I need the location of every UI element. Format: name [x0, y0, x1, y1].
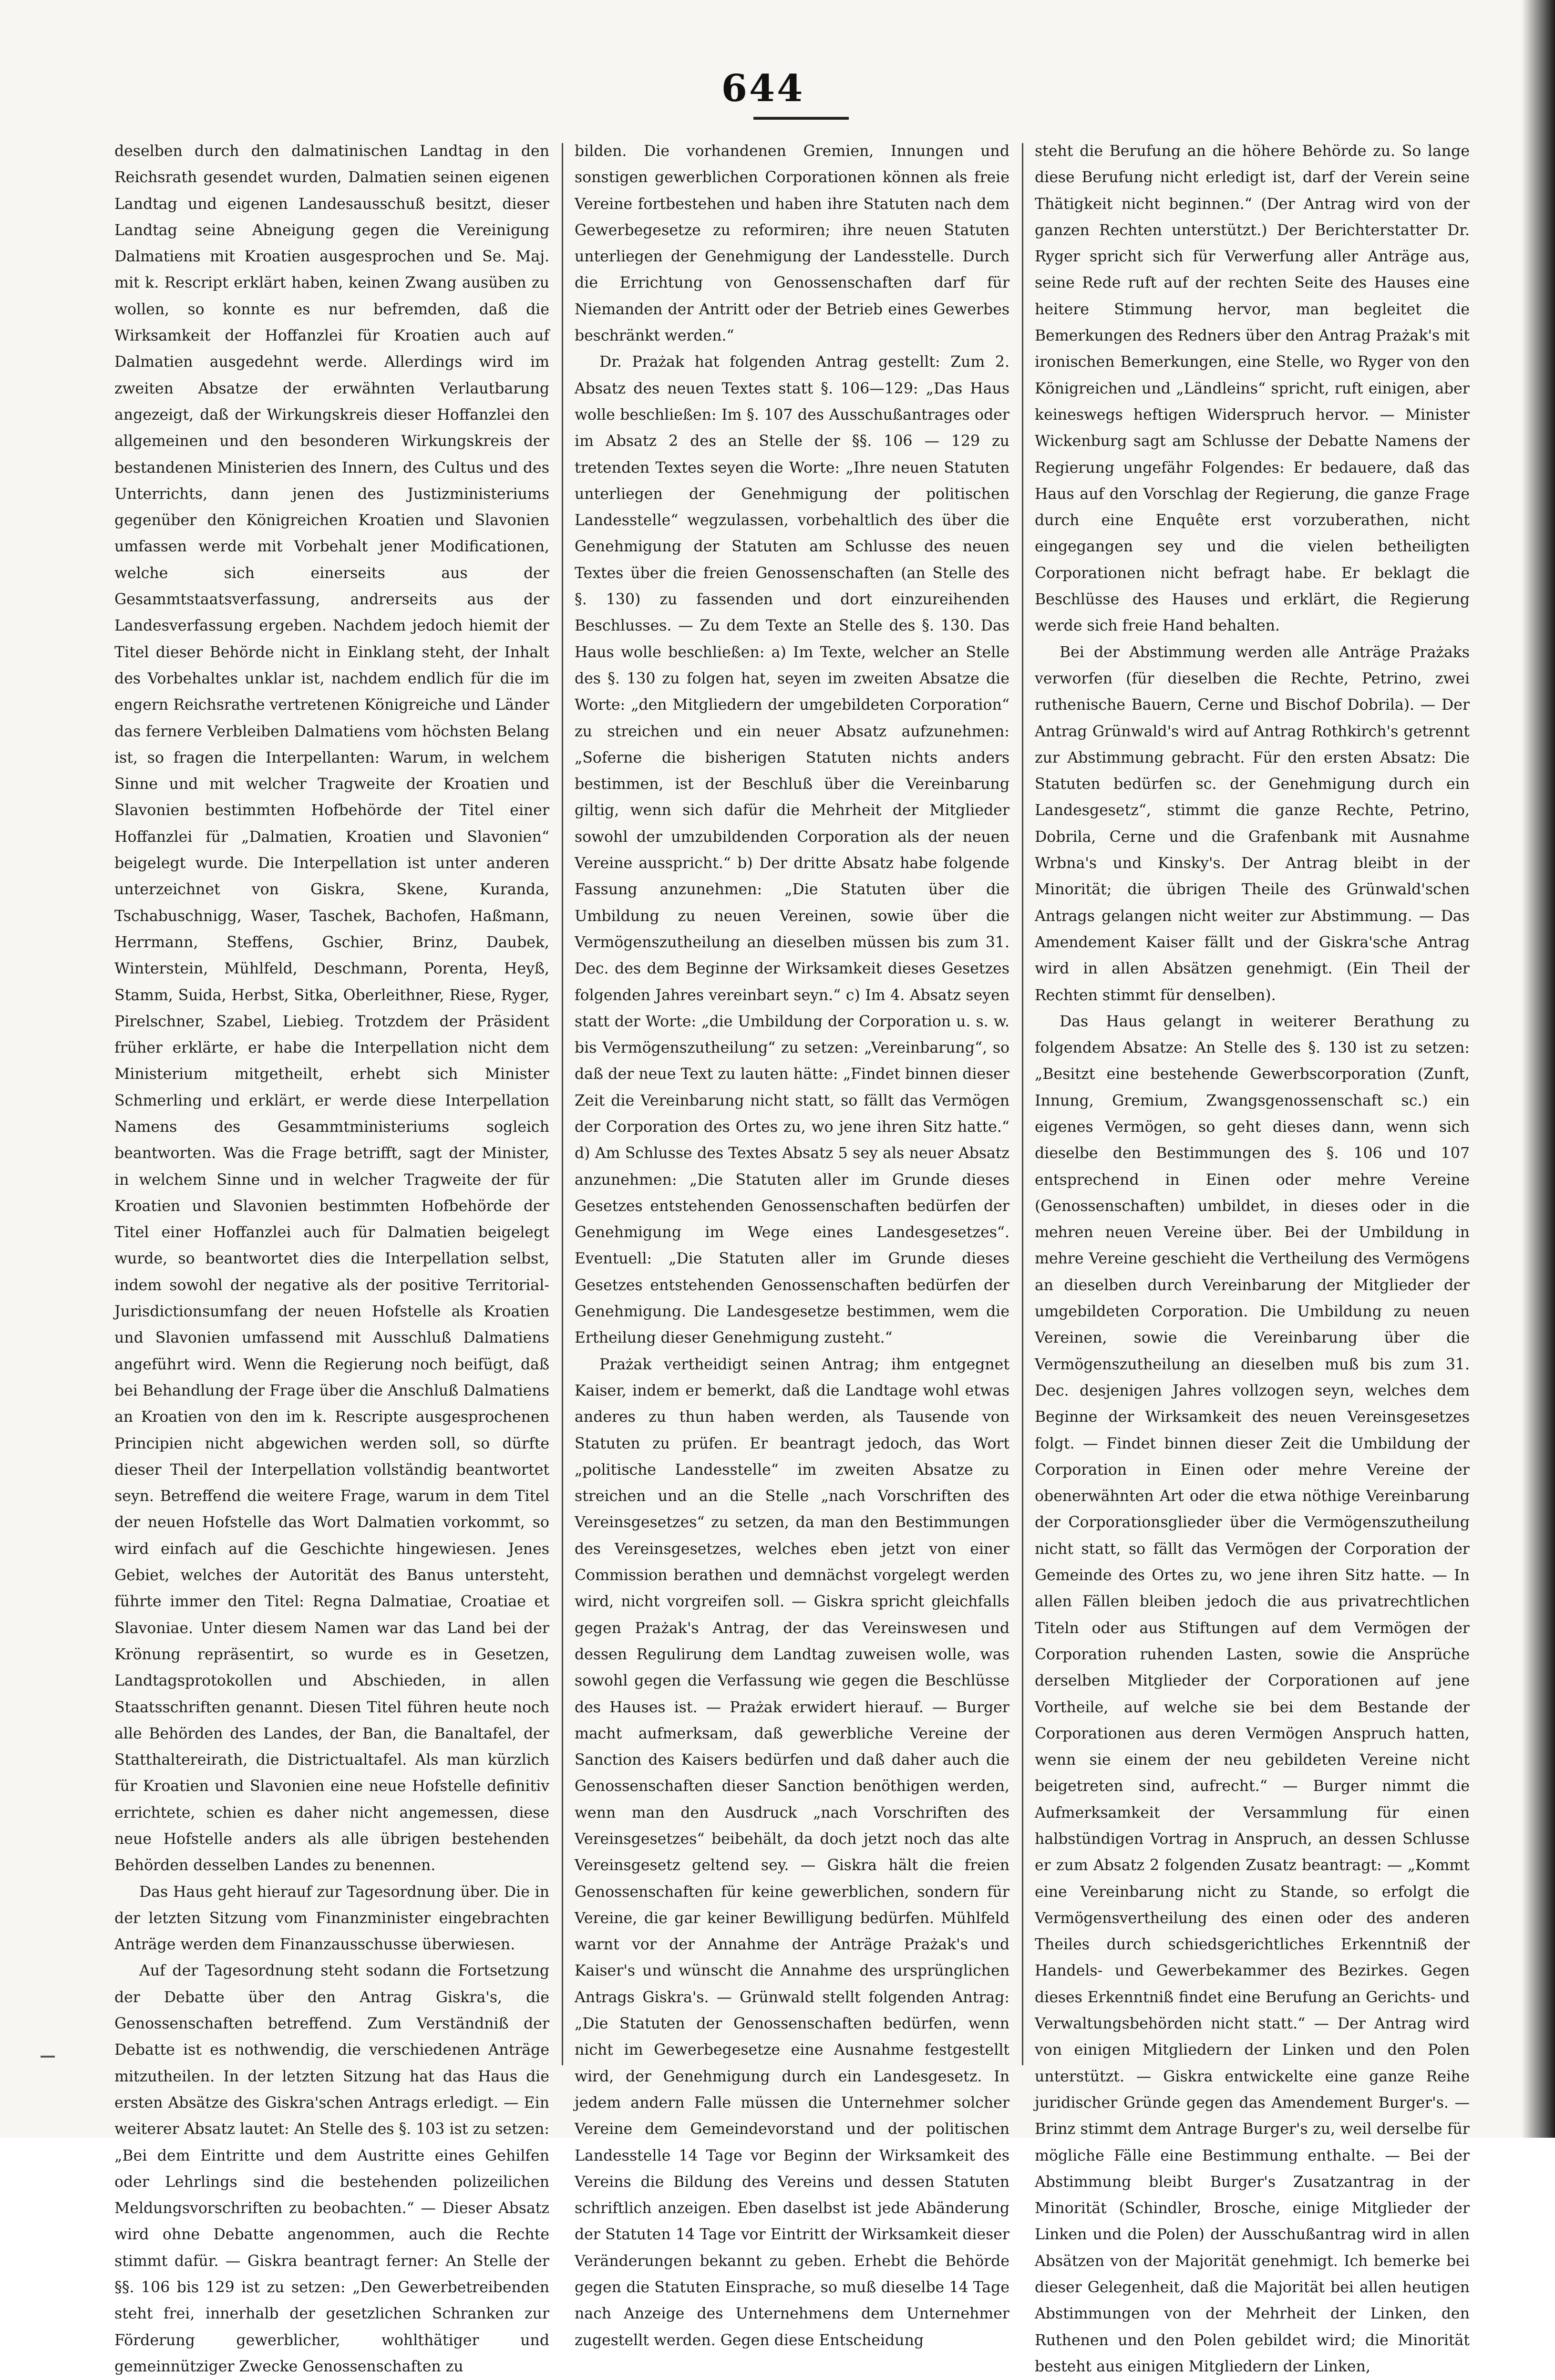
column-middle-paragraph-1: bilden. Die vorhandenen Gremien, Innungen und sonstigen gewerblichen Corporationen können als freie Vereine fortbestehen und haben ihre Statuten nach dem Gewerbegesetze zu reformiren; ihre neuen Statuten unterliegen der Genehmigung der Landesstelle. Durch die Errichtung von Genossenschaften darf für Niemanden der Antritt oder der Betrieb eines Gewerbes beschränkt werden.“ [575, 143, 1009, 345]
page-number: 644 [721, 67, 805, 110]
page-edge-shadow [1522, 0, 1555, 2138]
column-right-paragraph-1: steht die Berufung an die höhere Behörde zu. So lange diese Berufung nicht erledigt ist, darf der Verein seine Thätigkeit nicht beginnen.“ (Der Antrag wird von der ganzen Rechten unterstützt.) Der Berichterstatter Dr. Ryger spricht sich für Verwerfung aller Anträge aus, seine Rede ruft auf der rechten Seite des Hauses eine heitere Stimmung hervor, man begleitet die Bemerkungen des Redners über den Antrag Prażak's mit ironischen Bemerkungen, eine Stelle, wo Ryger von den Königreichen und „Ländleins“ spricht, ruft einigen, aber keineswegs heftigen Widerspruch hervor. — Minister Wickenburg sagt am Schlusse der Debatte Namens der Regierung ungefähr Folgendes: Er bedauere, daß das Haus auf den Vorschlag der Regierung, die ganze Frage durch eine Enquête erst vorzuberathen, nicht eingegangen sey und die vielen betheiligten Corporationen nicht befragt habe. Er beklagt die Beschlüsse des Hauses und erklärt, die Regierung werde sich freie Hand behalten. [1035, 143, 1470, 635]
text-columns [114, 138, 1488, 2375]
column-left [114, 138, 549, 2375]
column-left-paragraph-1: deselben durch den dalmatinischen Landtag in den Reichsrath gesendet wurden, Dalmatien seinen eigenen Landtag und eigenen Landesausschuß besitzt, dieser Landtag seine Abneigung gegen die Vereinigung Dalmatiens mit Kroatien ausgesprochen und Se. Maj. mit k. Rescript erklärt haben, keinen Zwang ausüben zu wollen, so konnte es nur befremden, daß die Wirksamkeit der Hoffanzlei für Kroatien auch auf Dalmatien ausgedehnt werde. Allerdings wird im zweiten Absatze der erwähnten Verlautbarung angezeigt, daß der Wirkungskreis dieser Hoffanzlei den allgemeinen und den besonderen Wirkungskreis der bestandenen Ministerien des Innern, des Cultus und des Unterrichts, dann jenen des Justizministeriums gegenüber den Königreichen Kroatien und Slavonien umfassen werde mit Vorbehalt jener Modificationen, welche sich einerseits aus der Gesammtstaatsverfassung, andrerseits aus der Landesverfassung ergeben. Nachdem jedoch hiemit der Titel dieser Behörde nicht in Einklang steht, der Inhalt des Vorbehaltes unklar ist, nachdem endlich für die im engern Reichsrathe vertretenen Königreiche und Länder das fernere Verbleiben Dalmatiens vom höchsten Belang ist, so fragen die Interpellanten: Warum, in welchem Sinne und mit welcher Tragweite der Kroatien und Slavonien bestimmten Hofbehörde der Titel einer Hoffanzlei für „Dalmatien, Kroatien und Slavonien“ beigelegt wurde. Die Interpellation ist unter anderen unterzeichnet von Giskra, Skene, Kuranda, Tschabuschnigg, Waser, Taschek, Bachofen, Haßmann, Herrmann, Steffens, Gschier, Brinz, Daubek, Winterstein, Mühlfeld, Deschmann, Porenta, Heyß, Stamm, Suida, Herbst, Sitka, Oberleithner, Riese, Ryger, Pirelschner, Szabel, Liebieg. Trotzdem der Präsident früher erklärte, er habe die Interpellation nicht dem Ministerium mitgetheilt, erhebt sich Minister Schmerling und erklärt, er werde diese Interpellation Namens des Gesammtministeriums sogleich beantworten. Was die Frage betrifft, sagt der Minister, in welchem Sinne und in welcher Tragweite der für Kroatien und Slavonien bestimmten Hofbehörde der Titel einer Hoffanzlei auch für Dalmatien beigelegt wurde, so beantwortet dies die Interpellation selbst, indem sowohl der negative als der positive Territorial-Jurisdictionsumfang der neuen Hofstelle als Kroatien und Slavonien umfassend mit Ausschluß Dalmatiens angeführt wird. Wenn die Regierung noch beifügt, daß bei Behandlung der Frage über die Anschluß Dalmatiens an Kroatien von den im k. Rescripte ausgesprochenen Principien nicht abgewichen werden soll, so dürfte dieser Theil der Interpellation vollständig beantwortet seyn. Betreffend die weitere Frage, warum in dem Titel der neuen Hofstelle das Wort Dalmatien vorkommt, so wird einfach auf die Geschichte hingewiesen. Jenes Gebiet, welches der Autorität des Banus untersteht, führte immer den Titel: Regna Dalmatiae, Croatiae et Slavoniae. Unter diesem Namen war das Land bei der Krönung repräsentirt, so wurde es in Gesetzen, Landtagsprotokollen und Abschieden, in allen Staatsschriften genannt. Diesen Titel führen heute noch alle Behörden des Landes, der Ban, die Banaltafel, der Statthaltereirath, die Districtualtafel. Als man kürzlich für Kroatien und Slavonien eine neue Hofstelle definitiv errichtete, schien es daher nicht angemessen, diese neue Hofstelle anders als alle übrigen bestehenden Behörden desselben Landes zu benennen. [114, 143, 549, 1874]
column-right-paragraph-2: Bei der Abstimmung werden alle Anträge Prażaks verworfen (für dieselben die Rechte, Petrino, zwei ruthenische Bauern, Cerne und Bischof Dobrila). — Der Antrag Grünwald's wird auf Antrag Rothkirch's getrennt zur Abstimmung gebracht. Für den ersten Absatz: Die Statuten bedürfen sc. der Genehmigung durch ein Landesgesetz“, stimmt die ganze Rechte, Petrino, Dobrila, Cerne und die Grafenbank mit Ausnahme Wrbna's und Kinsky's. Der Antrag bleibt in der Minorität; die übrigen Theile des Grünwald'schen Antrags gelangen nicht weiter zur Abstimmung. — Das Amendement Kaiser fällt und der Giskra'sche Antrag wird in allen Absätzen genehmigt. (Ein Theil der Rechten stimmt für denselben). [1035, 643, 1470, 1004]
column-middle [575, 138, 1009, 2349]
column-middle-paragraph-2: Dr. Prażak hat folgenden Antrag gestellt: Zum 2. Absatz des neuen Textes statt §. 106—129: „Das Haus wolle beschließen: Im §. 107 des Ausschußantrages oder im Absatz 2 des an Stelle der §§. 106 — 129 zu tretenden Textes seyen die Worte: „Ihre neuen Statuten unterliegen der Genehmigung der politischen Landesstelle“ wegzulassen, vorbehaltlich des über die Genehmigung der Statuten am Schlusse des neuen Textes über die freien Genossenschaften (an Stelle des §. 130) zu fassenden und dort einzureihenden Beschlusses. — Zu dem Texte an Stelle des §. 130. Das Haus wolle beschließen: a) Im Texte, welcher an Stelle des §. 130 zu folgen hat, seyen im zweiten Absatze die Worte: „den Mitgliedern der umgebildeten Corporation“ zu streichen und ein neuer Absatz aufzunehmen: „Soferne die bisherigen Statuten nichts anders bestimmen, ist der Beschluß über die Vereinbarung giltig, wenn sich dafür die Mehrheit der Mitglieder sowohl der umzubildenden Corporation als der neuen Vereine ausspricht.“ b) Der dritte Absatz habe folgende Fassung anzunehmen: „Die Statuten über die Umbildung zu neuen Vereinen, sowie über die Vermögenszutheilung an dieselben müssen bis zum 31. Dec. des dem Beginne der Wirksamkeit dieses Gesetzes folgenden Jahres vereinbart seyn.“ c) Im 4. Absatz seyen statt der Worte: „die Umbildung der Corporation u. s. w. bis Vermögenszutheilung“ zu setzen: „Vereinbarung“, so daß der neue Text zu lauten hätte: „Findet binnen dieser Zeit die Vereinbarung nicht statt, so fällt das Vermögen der Corporation des Ortes zu, wo jene ihren Sitz hatte.“ d) Am Schlusse des Textes Absatz 5 sey als neuer Absatz anzunehmen: „Die Statuten aller im Grunde dieses Gesetzes entstehenden Genossenschaften bedürfen der Genehmigung im Wege eines Landesgesetzes“. Eventuell: „Die Statuten aller im Grunde dieses Gesetzes entstehenden Genossenschaften bedürfen der Genehmigung. Die Landesgesetze bestimmen, wem die Ertheilung dieser Genehmigung zusteht.“ [575, 353, 1009, 1347]
page-number-underline [753, 117, 849, 120]
column-left-paragraph-3: Auf der Tagesordnung steht sodann die Fortsetzung der Debatte über den Antrag Giskra's, die Genossenschaften betreffend. Zum Verständniß der Debatte ist es nothwendig, die verschiedenen Anträge mitzutheilen. In der letzten Sitzung hat das Haus die ersten Absätze des Giskra'schen Antrags erledigt. — Ein weiterer Absatz lautet: An Stelle des §. 103 ist zu setzen: „Bei dem Eintritte und dem Austritte eines Gehilfen oder Lehrlings sind die bestehenden polizeilichen Meldungsvorschriften zu beobachten.“ — Dieser Absatz wird ohne Debatte angenommen, auch die Rechte stimmt dafür. — Giskra beantragt ferner: An Stelle der §§. 106 bis 129 ist zu setzen: „Den Gewerbetreibenden steht frei, innerhalb der gesetzlichen Schranken zur Förderung gewerblicher, wohlthätiger und gemeinnütziger Zwecke Genossenschaften zu [114, 1962, 549, 2375]
column-divider-2 [1022, 143, 1023, 2065]
column-right-paragraph-3: Das Haus gelangt in weiterer Berathung zu folgendem Absatze: An Stelle des §. 130 ist zu setzen: „Besitzt eine bestehende Gewerbscorporation (Zunft, Innung, Gremium, Zwangsgenossenschaft sc.) ein eigenes Vermögen, so geht dieses dann, wenn sich dieselbe den Bestimmungen des §. 106 und 107 entsprechend in Einen oder mehre Vereine (Genossenschaften) umbildet, in dieses oder in die mehren neuen Vereine über. Bei der Umbildung in mehre Vereine geschieht die Vertheilung des Vermögens an dieselben durch Vereinbarung der Mitglieder der umgebildeten Corporation. Die Umbildung zu neuen Vereinen, sowie die Vereinbarung über die Vermögenszutheilung an dieselben muß bis zum 31. Dec. desjenigen Jahres vollzogen seyn, welches dem Beginne der Wirksamkeit des neuen Vereinsgesetzes folgt. — Findet binnen dieser Zeit die Umbildung der Corporation in Einen oder mehre Vereine der obenerwähnten Art oder die etwa nöthige Vereinbarung der Corporationsglieder über die Vermögenszutheilung nicht statt, so fällt das Vermögen der Corporation der Gemeinde des Ortes zu, wo jene ihren Sitz hatte. — In allen Fällen bleiben jedoch die aus privatrechtlichen Titeln oder aus Stiftungen auf dem Vermögen der Corporation ruhenden Lasten, sowie die Ansprüche derselben Mitglieder der Corporationen auf jene Vortheile, auf welche sie bei dem Bestande der Corporationen aus deren Vermögen Anspruch hatten, wenn sie einem der neu gebildeten Vereine nicht beigetreten sind, aufrecht.“ — Burger nimmt die Aufmerksamkeit der Versammlung für einen halbstündigen Vortrag in Anspruch, an dessen Schlusse er zum Absatz 2 folgenden Zusatz beantragt: — „Kommt eine Vereinbarung nicht zu Stande, so erfolgt die Vermögensvertheilung des einen oder des anderen Theiles durch schiedsgerichtliches Erkenntniß der Handels- und Gewerbekammer des Bezirkes. Gegen dieses Erkenntniß findet eine Berufung an Gerichts- und Verwaltungsbehörden nicht statt.“ — Der Antrag wird von einigen Mitgliedern der Linken und den Polen unterstützt. — Giskra entwickelte eine ganze Reihe juridischer Gründe gegen das Amendement Burger's. — Brinz stimmt dem Antrage Burger's zu, weil derselbe für mögliche Fälle eine Bestimmung enthalte. — Bei der Abstimmung bleibt Burger's Zusatzantrag in der Minorität (Schindler, Brosche, einige Mitglieder der Linken und die Polen) der Ausschußantrag wird in allen Absätzen von der Majorität genehmigt. Ich bemerke bei dieser Gelegenheit, daß die Majorität bei allen heutigen Abstimmungen von der Mehrheit der Linken, den Ruthenen und den Polen gebildet wird; die Minorität besteht aus einigen Mitgliedern der Linken, [1035, 1013, 1470, 2375]
column-middle-paragraph-3: Prażak vertheidigt seinen Antrag; ihm entgegnet Kaiser, indem er bemerkt, daß die Landtage wohl etwas anderes zu thun haben werden, als Tausende von Statuten zu prüfen. Er beantragt jedoch, das Wort „politische Landesstelle“ im zweiten Absatze zu streichen und an die Stelle „nach Vorschriften des Vereinsgesetzes“ zu setzen, da man den Bestimmungen des Vereinsgesetzes, welches eben jetzt von einer Commission berathen und demnächst vorgelegt werden wird, nicht vorgreifen soll. — Giskra spricht gleichfalls gegen Prażak's Antrag, der das Vereinswesen und dessen Regulirung dem Landtag zuweisen wolle, was sowohl gegen die Verfassung wie gegen die Beschlüsse des Hauses ist. — Prażak erwidert hierauf. — Burger macht aufmerksam, daß gewerbliche Vereine der Sanction des Kaisers bedürfen und daß daher auch die Genossenschaften dieser Sanction benöthigen werden, wenn man den Ausdruck „nach Vorschriften des Vereinsgesetzes“ beibehält, da doch jetzt noch das alte Vereinsgesetz geltend sey. — Giskra hält die freien Genossenschaften für keine gewerblichen, sondern für Vereine, die gar keiner Bewilligung bedürfen. Mühlfeld warnt vor der Annahme der Anträge Prażak's und Kaiser's und wünscht die Annahme des ursprünglichen Antrags Giskra's. — Grünwald stellt folgenden Antrag: „Die Statuten der Genossenschaften bedürfen, wenn nicht im Gewerbegesetze eine Ausnahme festgestellt wird, der Genehmigung durch ein Landesgesetz. In jedem andern Falle müssen die Unternehmer solcher Vereine dem Gemeindevorstand und der politischen Landesstelle 14 Tage vor Beginn der Wirksamkeit des Vereins die Bildung des Vereins und dessen Statuten schriftlich anzeigen. Eben daselbst ist jede Abänderung der Statuten 14 Tage vor Eintritt der Wirksamkeit dieser Veränderungen bekannt zu geben. Erhebt die Behörde gegen die Statuten Einsprache, so muß dieselbe 14 Tage nach Anzeige des Unternehmens dem Unternehmer zugestellt werden. Gegen diese Entscheidung [575, 1356, 1009, 2349]
column-right [1035, 138, 1470, 2375]
column-divider-1 [562, 143, 563, 2065]
column-left-paragraph-2: Das Haus geht hierauf zur Tagesordnung über. Die in der letzten Sitzung vom Finanzminister eingebrachten Anträge werden dem Finanzausschusse überwiesen. [114, 1883, 549, 1954]
margin-mark [41, 2056, 55, 2058]
